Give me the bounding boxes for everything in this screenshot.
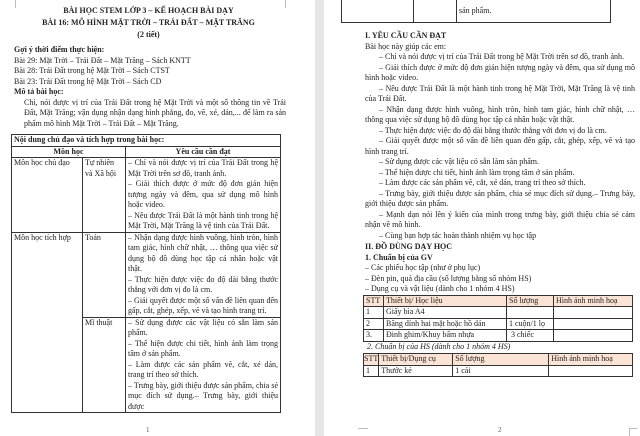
header-requirements: Yêu cầu cần đạt [126, 146, 281, 158]
lesson-description: Chỉ, nói được vị trí của Trái Đất trong hệ Mặt Trời và một số thông tin về Trái Đất, Mặt Trăng; vận dụng nhận dạng hình phẳng, đo, vẽ, xé, dán,... để làm ra sản phẩm mô hình Mặt Trời – Trái Đất – Mặt Trăng. [24, 97, 286, 128]
gv-equipment-table [363, 295, 633, 342]
table-cell [554, 307, 633, 319]
table-cell: – Sử dụng được các vật liệu có sẵn làm sản phẩm. – Thể hiện được chi tiết, hình ảnh làm trọng tâm ở sản phẩm. – Làm được các sản phẩm vẽ, cắt, xé dán, trang trí theo sở thích. – Trưng bày, giới thiệu được sản phẩm, chia sẻ mục đích sử dụng.– Trưng bày, giới thiệu được [126, 317, 281, 413]
goal-item: – Thể hiện được chi tiết, hình ảnh làm trọng tâm ở sản phẩm. [379, 167, 575, 177]
section-heading-2: II. ĐỒ DÙNG DẠY HỌC [365, 242, 453, 251]
gv-item: – Dụng cụ và vật liệu (dành cho 1 nhóm 4 HS) [365, 284, 515, 293]
table-row [364, 330, 633, 342]
table-cell: – Chỉ và nói được vị trí của Trái Đất trong hệ Mặt Trời trên sơ đồ, tranh ảnh. – Giải thích được ở mức độ đơn giản hiện tượng ngày và đêm, qua sử dụng mô hình hoặc video. – Nêu được Trái Đất là một hành tinh trong hệ Mặt Trời, Mặt Trăng là vệ tinh của Trái Đất. [126, 158, 281, 233]
table-cell: Băng dính hai mặt hoặc hồ dán [384, 318, 507, 330]
timing-item: Bài 28: Trái Đất trong hệ Mặt Trời – Sách CTST [14, 66, 170, 75]
table-cell: Thiết bị/ Học liệu [384, 295, 507, 307]
goal-list [363, 52, 635, 241]
gv-item: – Các phiếu học tập (như ở phụ lục) [365, 263, 481, 272]
table-cell: Thước kẻ [379, 365, 453, 377]
table-cell: 2 [364, 318, 384, 330]
table-cell [554, 318, 633, 330]
goal-item: – Mạnh dạn nói lên ý kiến của mình trong trưng bày, giới thiệu chia sẻ cảm nhận về mô hình. [365, 209, 635, 229]
goal-item: – Cùng bạn hợp tác hoàn thành nhiệm vụ học tập [379, 230, 537, 240]
table-cell: Thiết bị/Dụng cụ [379, 354, 453, 366]
table-row [364, 318, 633, 330]
timing-item: Bài 23: Trái Đất trong hệ Mặt Trời – Sách CD [14, 76, 162, 86]
table-cell: 1 [364, 365, 379, 377]
table-cell: Môn học tích hợp [12, 232, 83, 413]
table-cell: – Nhận dạng được hình vuông, hình tròn, hình tam giác, hình chữ nhật, … thông qua việc sử dụng bộ đồ dùng học tập cá nhân hoặc vật thật. – Thực hiện được việc đo độ dài bằng thước thẳng với đơn vị đo là cm. – Giải quyết được một số vấn đề liên quan đến gấp, cắt, ghép, xếp, vẽ và tạo hình trang trí. [126, 232, 281, 317]
table-row [12, 158, 281, 233]
table-cell: Số lượng [507, 295, 554, 307]
carry-table [341, 0, 611, 23]
page-2 [324, 0, 640, 436]
goal-item: – Nhận dạng được hình vuông, hình tròn, hình tam giác, hình chữ nhật, … thông qua việc sử dụng bộ đồ dùng học tập cá nhân hoặc vật thật. [365, 104, 635, 124]
table-cell [342, 0, 414, 23]
section-heading-1: I. YÊU CẦU CẦN ĐẠT [365, 31, 447, 40]
hs-equipment-table [363, 353, 633, 377]
table-cell: 1 [364, 307, 384, 319]
table-cell: Tự nhiên và Xã hội [83, 158, 126, 233]
table-cell: sản phẩm. [457, 0, 611, 23]
table-cell: STT [364, 295, 384, 307]
page-1 [0, 0, 315, 436]
intro-text: Bài học này giúp các em: [365, 41, 447, 51]
table-row [364, 365, 633, 377]
goal-item: – Thực hiện được việc đo độ dài bằng thước thẳng với đơn vị đo là cm. [379, 125, 607, 135]
table-cell: Hình ảnh minh hoạ [549, 354, 633, 366]
desc-heading: Mô tả bài học: [14, 87, 64, 96]
title-line-3: (2 tiết) [137, 30, 160, 39]
table-cell [549, 365, 633, 377]
table-cell: 3. [364, 330, 384, 342]
table-cell: Đinh ghim/Khuy bấm nhựa [384, 330, 507, 342]
goal-item: – Giải thích được ở mức độ đơn giản hiện tượng ngày và đêm, qua sử dụng mô hình hoặc video. [365, 62, 635, 82]
table-cell [414, 0, 457, 23]
goal-item: – Chỉ và nói được vị trí của Trái Đất trong hệ Mặt Trời trên sơ đồ, tranh ảnh. [379, 52, 625, 61]
goal-item: – Làm được các sản phẩm vẽ, cắt, xé dán, trang trí theo sở thích. [379, 178, 586, 187]
table-cell: Môn học chủ đạo [12, 158, 83, 233]
header-subject: Môn học [12, 146, 126, 158]
table-cell [507, 307, 554, 319]
subheading-hs: 2. Chuẩn bị của HS (dành cho 1 nhóm 4 HS) [367, 341, 511, 351]
page-number: 2 [498, 426, 502, 434]
table-cell: Mĩ thuật [83, 317, 126, 413]
table-cell: 1 cuộn/1 lọ [507, 318, 554, 330]
timing-item: Bài 29: Mặt Trời – Trái Đất – Mặt Trăng – Sách KNTT [14, 55, 191, 65]
table-row [364, 307, 633, 319]
table-row [12, 232, 281, 317]
goal-item: – Giải quyết được một số vấn đề liên quan đến gấp, cắt, ghép, xếp, vẽ và tạo hình trang trí. [365, 136, 635, 156]
goal-item: – Nêu được Trái Đất là một hành tinh trong hệ Mặt Trời, Mặt Trăng là vệ tinh của Trái Đất. [365, 83, 635, 103]
page-1-content [11, 5, 286, 413]
page-number: 1 [146, 426, 150, 434]
table-cell: 3 chiếc [507, 330, 554, 342]
goal-item: – Trưng bày, giới thiệu được sản phẩm, chia sẻ mục đích sử dụng.– Trưng bày, giới thiệu được sản phẩm. [365, 188, 635, 208]
table-cell: Giấy bìa A4 [384, 307, 507, 319]
table-cell: Hình ảnh minh hoạ [554, 295, 633, 307]
table-cell: 1 cái [453, 365, 549, 377]
subheading-gv: 1. Chuẩn bị của GV [365, 252, 433, 262]
table-cell [554, 330, 633, 342]
subject-table [11, 134, 281, 413]
timing-heading: Gợi ý thời điểm thực hiện: [14, 45, 105, 54]
title-line-2: BÀI 16: MÔ HÌNH MẶT TRỜI – TRÁI ĐẤT – MẶT TRĂNG [42, 18, 255, 27]
table-cell: STT [364, 354, 379, 363]
goal-item: – Sử dụng được các vật liệu có sẵn làm sản phẩm. [379, 157, 539, 166]
title-line-1: BÀI HỌC STEM LỚP 3 – KẾ HOẠCH BÀI DẠY [63, 6, 234, 15]
page-2-content [363, 0, 635, 377]
table-cell: Toán [83, 232, 126, 317]
table-cell: Số lượng [453, 354, 549, 366]
table-caption: Nội dung chủ đạo và tích hợp trong bài học: [12, 135, 281, 147]
gv-item: – Đèn pin, quả địa cầu (số lượng bằng số nhóm HS) [365, 273, 532, 283]
